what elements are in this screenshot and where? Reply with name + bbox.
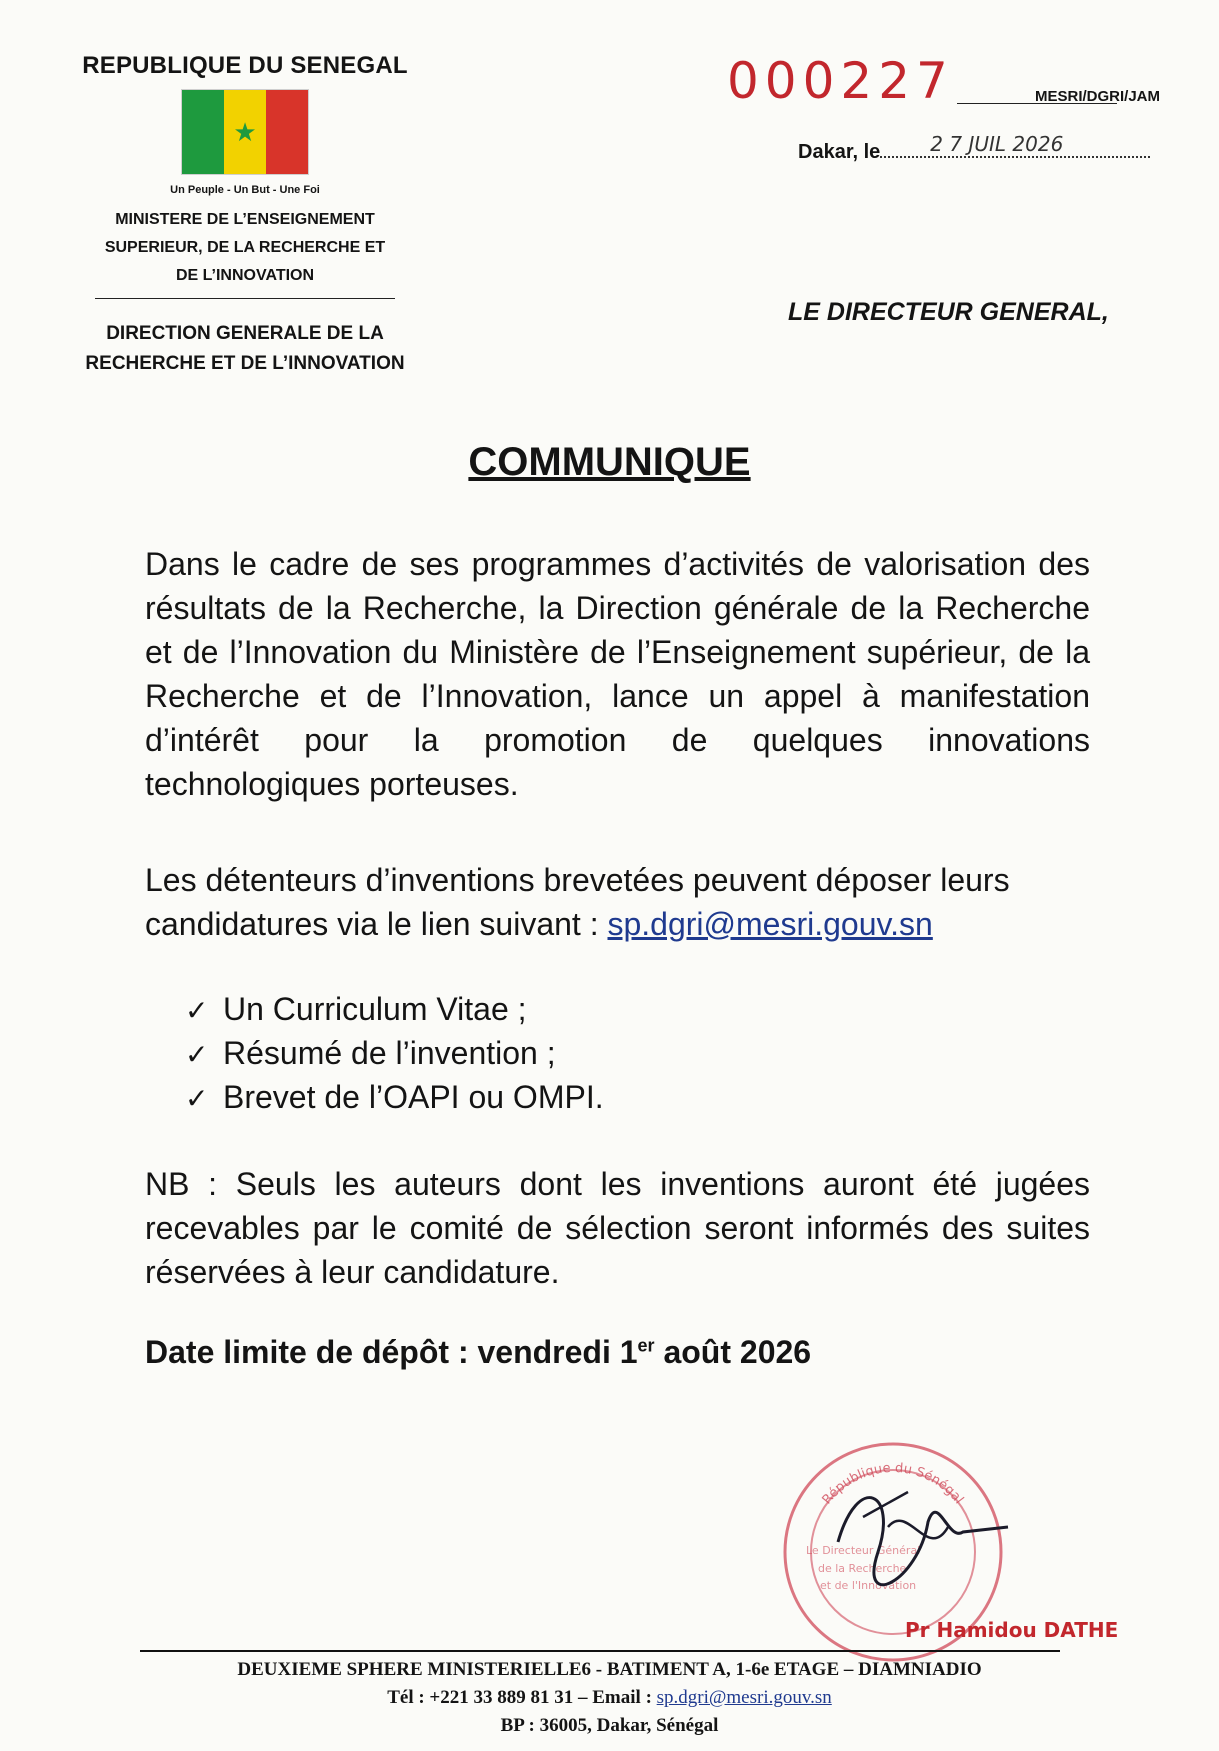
footer-po-box: BP : 36005, Dakar, Sénégal — [500, 1715, 719, 1736]
paragraph-nb: NB : Seuls les auteurs dont les inventions auront été jugées recevables par le comité de sélection seront informés des suites réservées à leur candidature. — [145, 1166, 1090, 1290]
deadline: Date limite de dépôt : vendredi 1er août 2026 — [145, 1334, 812, 1370]
list-item: ✓ Brevet de l’OAPI ou OMPI. — [185, 1076, 604, 1120]
reference-number: 000227 — [727, 52, 954, 110]
reference-code: MESRI/DGRI/JAM — [1035, 88, 1161, 105]
checkmark-icon: ✓ — [185, 1038, 209, 1071]
star-icon: ★ — [233, 117, 257, 147]
footer — [0, 1656, 1219, 1740]
footer-address: DEUXIEME SPHERE MINISTERIELLE6 - BATIMENT A, 1-6e ETAGE – DIAMNIADIO — [237, 1659, 982, 1680]
national-motto: Un Peuple - Un But - Une Foi — [170, 184, 320, 196]
svg-text:Le Directeur Général: Le Directeur Général — [806, 1544, 921, 1557]
list-item: ✓ Résumé de l’invention ; — [185, 1032, 604, 1076]
svg-text:et de l'Innovation: et de l'Innovation — [820, 1579, 917, 1592]
republic-name: REPUBLIQUE DU SENEGAL — [82, 52, 408, 79]
required-documents-list — [185, 988, 604, 1120]
svg-text:République du Sénégal: République du Sénégal — [819, 1460, 967, 1508]
footer-divider — [140, 1650, 1060, 1652]
svg-text:de la Recherche: de la Recherche — [818, 1562, 907, 1575]
footer-contact: Tél : +221 33 889 81 31 – Email : sp.dgri@mesri.gouv.sn — [387, 1687, 832, 1708]
application-email-link[interactable]: sp.dgri@mesri.gouv.sn — [607, 906, 933, 942]
paragraph-intro: Dans le cadre de ses programmes d’activités de valorisation des résultats de la Recherche, la Direction générale de la Recherche et de l’Innovation du Ministère de l’Enseignement supérieur, de la Recherche et de l’Innovation, lance un appel à manifestation d’intérêt pour la promotion de quelques innovations technologiques porteuses. — [145, 546, 1090, 802]
ministry-name: MINISTERE DE L’ENSEIGNEMENT SUPERIEUR, DE LA RECHERCHE ET DE L’INNOVATION — [95, 206, 395, 299]
signatory-title: LE DIRECTEUR GENERAL, — [788, 298, 1109, 326]
paragraph-application — [145, 858, 1090, 946]
application-text: Les détenteurs d’inventions brevetées peuvent déposer leurs candidatures via le lien suivant : — [145, 862, 1010, 942]
document-title: COMMUNIQUE — [468, 440, 751, 484]
date-value: 2 7 JUIL 2026 — [930, 132, 1064, 156]
list-item: ✓ Un Curriculum Vitae ; — [185, 988, 604, 1032]
senegal-flag-icon — [182, 90, 308, 174]
footer-email-link[interactable]: sp.dgri@mesri.gouv.sn — [656, 1687, 832, 1708]
signatory-name: Pr Hamidou DATHE — [905, 1618, 1119, 1642]
issuer-block — [55, 52, 435, 379]
date-prefix: Dakar, le — [798, 141, 881, 163]
reference-number-block — [727, 52, 1177, 112]
checkmark-icon: ✓ — [185, 994, 209, 1027]
direction-name: DIRECTION GENERALE DE LA RECHERCHE ET DE L’INNOVATION — [85, 323, 405, 374]
checkmark-icon: ✓ — [185, 1082, 209, 1115]
date-line — [798, 132, 1178, 164]
